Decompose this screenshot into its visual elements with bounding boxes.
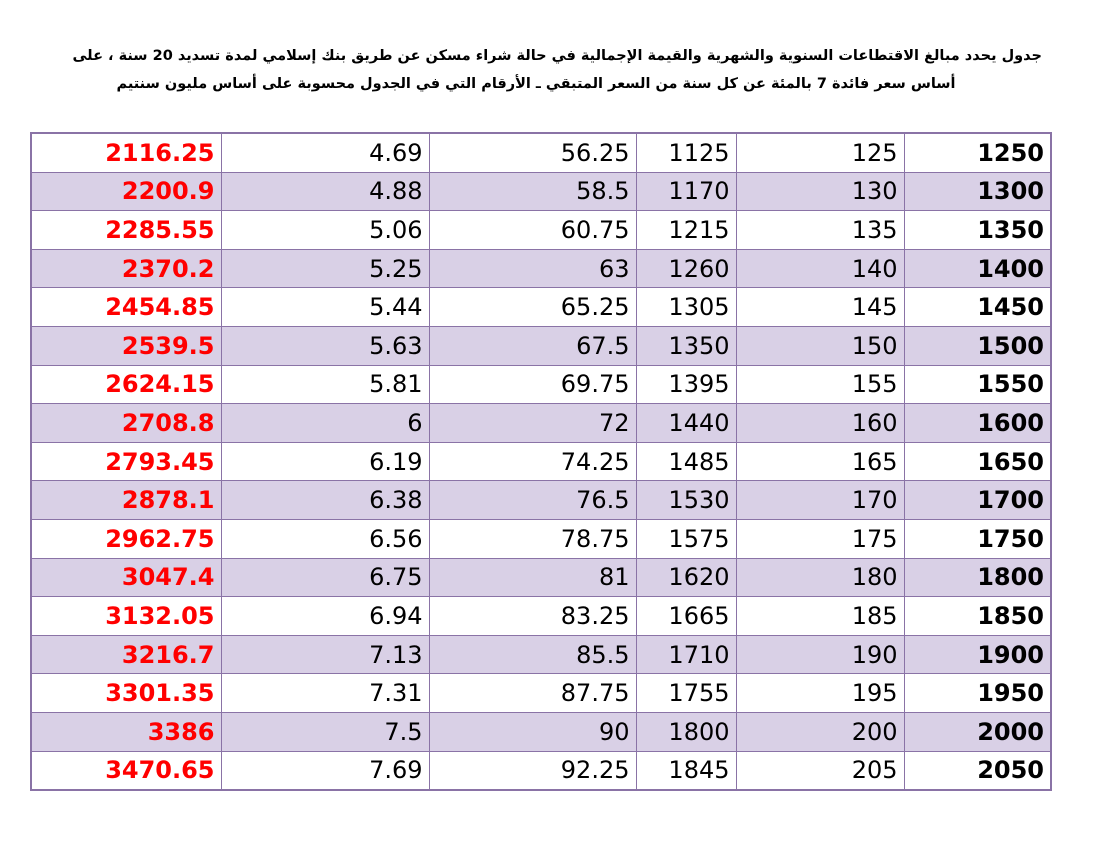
amount-cell: 1170 <box>636 172 736 211</box>
monthly-installment-cell: 6.38 <box>221 481 429 520</box>
monthly-installment-cell: 6.19 <box>221 442 429 481</box>
monthly-installment-cell: 6.56 <box>221 519 429 558</box>
value-cell: 155 <box>736 365 904 404</box>
monthly-installment-cell: 5.81 <box>221 365 429 404</box>
total-value-cell: 2285.55 <box>31 211 221 250</box>
house-price-cell: 1950 <box>904 674 1051 713</box>
value-cell: 205 <box>736 751 904 790</box>
total-value-cell: 2793.45 <box>31 442 221 481</box>
value-cell: 175 <box>736 519 904 558</box>
total-value-cell: 2878.1 <box>31 481 221 520</box>
total-value-cell: 3216.7 <box>31 635 221 674</box>
house-price-cell: 1450 <box>904 288 1051 327</box>
table-row <box>31 211 1051 250</box>
amount-cell: 1755 <box>636 674 736 713</box>
annual-installment-cell: 81 <box>429 558 636 597</box>
table-row <box>31 674 1051 713</box>
amount-cell: 1350 <box>636 326 736 365</box>
amount-cell: 1260 <box>636 249 736 288</box>
monthly-installment-cell: 4.69 <box>221 133 429 172</box>
document-title <box>30 42 1042 98</box>
value-cell: 165 <box>736 442 904 481</box>
table-row <box>31 751 1051 790</box>
total-value-cell: 3386 <box>31 712 221 751</box>
value-cell: 195 <box>736 674 904 713</box>
value-cell: 125 <box>736 133 904 172</box>
amount-cell: 1440 <box>636 404 736 443</box>
house-price-cell: 1250 <box>904 133 1051 172</box>
monthly-installment-cell: 6.94 <box>221 597 429 636</box>
value-cell: 185 <box>736 597 904 636</box>
value-cell: 135 <box>736 211 904 250</box>
annual-installment-cell: 58.5 <box>429 172 636 211</box>
value-cell: 130 <box>736 172 904 211</box>
total-value-cell: 3132.05 <box>31 597 221 636</box>
amount-cell: 1215 <box>636 211 736 250</box>
value-cell: 160 <box>736 404 904 443</box>
annual-installment-cell: 74.25 <box>429 442 636 481</box>
value-cell: 170 <box>736 481 904 520</box>
annual-installment-cell: 83.25 <box>429 597 636 636</box>
house-price-cell: 1600 <box>904 404 1051 443</box>
total-value-cell: 3047.4 <box>31 558 221 597</box>
table-row <box>31 326 1051 365</box>
amount-cell: 1800 <box>636 712 736 751</box>
value-cell: 200 <box>736 712 904 751</box>
table-row <box>31 404 1051 443</box>
table-row <box>31 133 1051 172</box>
house-price-cell: 1700 <box>904 481 1051 520</box>
house-price-cell: 1500 <box>904 326 1051 365</box>
table-body <box>31 133 1051 790</box>
annual-installment-cell: 90 <box>429 712 636 751</box>
table-row <box>31 558 1051 597</box>
monthly-installment-cell: 6.75 <box>221 558 429 597</box>
house-price-cell: 1300 <box>904 172 1051 211</box>
monthly-installment-cell: 7.13 <box>221 635 429 674</box>
total-value-cell: 2624.15 <box>31 365 221 404</box>
monthly-installment-cell: 5.25 <box>221 249 429 288</box>
table-row <box>31 635 1051 674</box>
annual-installment-cell: 69.75 <box>429 365 636 404</box>
monthly-installment-cell: 7.69 <box>221 751 429 790</box>
total-value-cell: 2370.2 <box>31 249 221 288</box>
annual-installment-cell: 60.75 <box>429 211 636 250</box>
annual-installment-cell: 85.5 <box>429 635 636 674</box>
total-value-cell: 2200.9 <box>31 172 221 211</box>
house-price-cell: 1650 <box>904 442 1051 481</box>
table-row <box>31 442 1051 481</box>
annual-installment-cell: 78.75 <box>429 519 636 558</box>
total-value-cell: 2454.85 <box>31 288 221 327</box>
table-row <box>31 365 1051 404</box>
monthly-installment-cell: 5.06 <box>221 211 429 250</box>
house-price-cell: 1850 <box>904 597 1051 636</box>
amount-cell: 1710 <box>636 635 736 674</box>
total-value-cell: 2116.25 <box>31 133 221 172</box>
amount-cell: 1485 <box>636 442 736 481</box>
house-price-cell: 1750 <box>904 519 1051 558</box>
amount-cell: 1305 <box>636 288 736 327</box>
annual-installment-cell: 92.25 <box>429 751 636 790</box>
monthly-installment-cell: 5.63 <box>221 326 429 365</box>
installments-table <box>30 132 1052 791</box>
total-value-cell: 3470.65 <box>31 751 221 790</box>
value-cell: 180 <box>736 558 904 597</box>
table-row <box>31 597 1051 636</box>
amount-cell: 1665 <box>636 597 736 636</box>
table-row <box>31 249 1051 288</box>
value-cell: 150 <box>736 326 904 365</box>
total-value-cell: 3301.35 <box>31 674 221 713</box>
table-row <box>31 172 1051 211</box>
table-row <box>31 519 1051 558</box>
amount-cell: 1845 <box>636 751 736 790</box>
house-price-cell: 2050 <box>904 751 1051 790</box>
house-price-cell: 1800 <box>904 558 1051 597</box>
amount-cell: 1620 <box>636 558 736 597</box>
amount-cell: 1530 <box>636 481 736 520</box>
title-line-2: أساس سعر فائدة 7 بالمئة عن كل سنة من السعر المتبقي ـ الأرقام التي في الجدول محسوبة على أساس مليون سنتيم <box>116 76 956 92</box>
house-price-cell: 2000 <box>904 712 1051 751</box>
table-row <box>31 288 1051 327</box>
annual-installment-cell: 65.25 <box>429 288 636 327</box>
house-price-cell: 1550 <box>904 365 1051 404</box>
value-cell: 140 <box>736 249 904 288</box>
annual-installment-cell: 63 <box>429 249 636 288</box>
monthly-installment-cell: 4.88 <box>221 172 429 211</box>
amount-cell: 1575 <box>636 519 736 558</box>
monthly-installment-cell: 6 <box>221 404 429 443</box>
table-row <box>31 481 1051 520</box>
amount-cell: 1125 <box>636 133 736 172</box>
amount-cell: 1395 <box>636 365 736 404</box>
value-cell: 145 <box>736 288 904 327</box>
annual-installment-cell: 72 <box>429 404 636 443</box>
total-value-cell: 2539.5 <box>31 326 221 365</box>
total-value-cell: 2708.8 <box>31 404 221 443</box>
title-line-1: جدول يحدد مبالغ الاقتطاعات السنوية والشهرية والقيمة الإجمالية في حالة شراء مسكن عن طريق بنك إسلامي لمدة تسديد 20 سنة ، على <box>72 48 1042 64</box>
annual-installment-cell: 76.5 <box>429 481 636 520</box>
value-cell: 190 <box>736 635 904 674</box>
annual-installment-cell: 67.5 <box>429 326 636 365</box>
table-row <box>31 712 1051 751</box>
annual-installment-cell: 87.75 <box>429 674 636 713</box>
monthly-installment-cell: 7.5 <box>221 712 429 751</box>
monthly-installment-cell: 5.44 <box>221 288 429 327</box>
total-value-cell: 2962.75 <box>31 519 221 558</box>
house-price-cell: 1900 <box>904 635 1051 674</box>
annual-installment-cell: 56.25 <box>429 133 636 172</box>
house-price-cell: 1400 <box>904 249 1051 288</box>
house-price-cell: 1350 <box>904 211 1051 250</box>
monthly-installment-cell: 7.31 <box>221 674 429 713</box>
